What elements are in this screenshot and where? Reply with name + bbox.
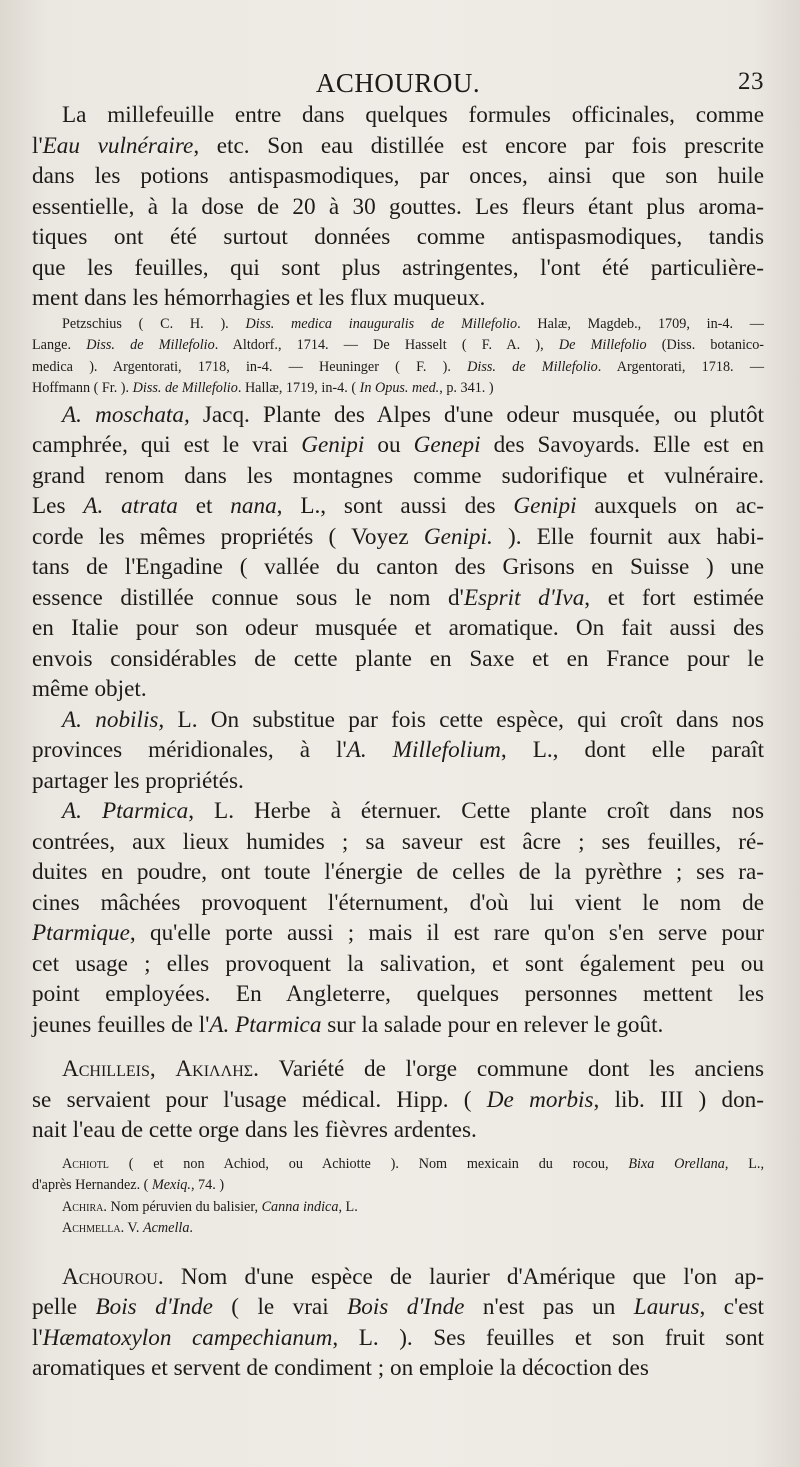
text-line: partager les propriétés. (32, 767, 244, 794)
text-line: Hoffmann ( Fr. ). Diss. de Millefolio. Hallæ, 1719, in-4. ( In Opus. med., p. 341. ) (32, 380, 494, 396)
paragraph (32, 1054, 764, 1146)
text-line: l'Eau vulnéraire, etc. Son eau distillée est encore par fois prescrite (32, 132, 764, 159)
text-line: même objet. (32, 676, 147, 702)
text-line: essence distillée connue sous le nom d'Esprit d'Iva, et fort estimée (32, 584, 764, 611)
text-line: tans de l'Engadine ( vallée du canton des Grisons en Suisse ) une (32, 554, 764, 580)
footnote-block (32, 1218, 764, 1240)
text-line: essentielle, à la dose de 20 à 30 gouttes. Les fleurs étant plus aroma- (32, 193, 764, 220)
text-line: envois considérables de cette plante en Saxe et en France pour le (32, 645, 764, 672)
text-line: Achiotl ( et non Achiod, ou Achiotte ). Nom mexicain du rocou, Bixa Orellana, L., (62, 1155, 764, 1172)
page-number: 23 (738, 68, 764, 95)
text-line: pelle Bois d'Inde ( le vrai Bois d'Inde n'est pas un Laurus, c'est (32, 1294, 764, 1320)
text-line: Achmella. V. Acmella. (62, 1220, 193, 1236)
text-line: ment dans les hémorrhagies et les flux muqueux. (32, 285, 486, 311)
paragraph (32, 796, 764, 1040)
text-line: tiques ont été surtout données comme antispasmodiques, tandis (32, 224, 764, 250)
text-line: nait l'eau de cette orge dans les fièvres ardentes. (32, 1117, 477, 1143)
text-line: A. nobilis, L. On substitue par fois cette espèce, qui croît dans nos (62, 706, 765, 733)
text-line: point employées. En Angleterre, quelques personnes mettent les (32, 981, 764, 1007)
text-line: contrées, aux lieux humides ; sa saveur est âcre ; ses feuilles, ré- (32, 828, 764, 855)
text-line: Achilleis, Ακιλλης. Variété de l'orge commune dont les anciens (62, 1056, 765, 1082)
text-line: camphrée, qui est le vrai Genipi ou Genepi des Savoyards. Elle est en (32, 432, 764, 458)
paragraph (32, 705, 764, 797)
text-line: grand renom dans les montagnes comme sudorifique et vulnéraire. (32, 462, 764, 489)
text-line: Les A. atrata et nana, L., sont aussi des Genipi auxquels on ac- (32, 493, 765, 519)
text-line: jeunes feuilles de l'A. Ptarmica sur la salade pour en relever le goût. (32, 1011, 664, 1038)
text-line: A. Ptarmica, L. Herbe à éternuer. Cette plante croît dans nos (62, 798, 765, 824)
footnote-block (32, 1154, 764, 1197)
text-line: Achira. Nom péruvien du balisier, Canna indica, L. (62, 1198, 358, 1215)
text-line: corde les mêmes propriétés ( Voyez Genipi. ). Elle fournit aux habi- (32, 523, 764, 550)
paragraph (32, 100, 764, 314)
text-line: duites en poudre, ont toute l'énergie de celles de la pyrèthre ; ses ra- (32, 859, 764, 885)
text-line: medica ). Argentorati, 1718, in-4. — Heuninger ( F. ). Diss. de Millefolio. Argentorati, 1718. — (32, 358, 765, 375)
text-line: cines mâchées provoquent l'éternument, d'où lui vient le nom de (32, 889, 764, 916)
text-body (32, 100, 764, 1384)
text-line: La millefeuille entre dans quelques formules officinales, comme (62, 102, 764, 128)
text-line: Lange. Diss. de Millefolio. Altdorf., 1714. — De Hasselt ( F. A. ), De Millefolio (Diss. botanico- (32, 337, 765, 353)
text-line: dans les potions antispasmodiques, par onces, ainsi que son huile (32, 163, 764, 189)
text-line: Petzschius ( C. H. ). Diss. medica inauguralis de Millefolio. Halæ, Magdeb., 1709, in-4. — (62, 315, 764, 332)
text-line: l'Hæmatoxylon campechianum, L. ). Ses feuilles et son fruit sont (32, 1324, 764, 1351)
text-line: provinces méridionales, à l'A. Millefolium, L., dont elle paraît (32, 737, 765, 763)
footnote-block (32, 1197, 764, 1219)
text-line: aromatiques et servent de condiment ; on emploie la décoction des (32, 1355, 649, 1381)
text-line: d'après Hernandez. ( Mexiq., 74. ) (32, 1177, 225, 1193)
running-header (32, 60, 764, 100)
text-line: A. moschata, Jacq. Plante des Alpes d'une odeur musquée, ou plutôt (62, 401, 764, 428)
paragraph (32, 400, 764, 705)
running-head-title: ACHOUROU. (315, 68, 481, 98)
footnote-block (32, 314, 764, 400)
text-line: Ptarmique, qu'elle porte aussi ; mais il est rare qu'on s'en serve pour (32, 920, 764, 946)
text-line: que les feuilles, qui sont plus astringentes, l'ont été particulière- (32, 254, 764, 281)
text-line: cet usage ; elles provoquent la salivation, et sont également peu ou (32, 950, 764, 977)
paragraph (32, 1262, 764, 1384)
text-line: se servaient pour l'usage médical. Hipp. ( De morbis, lib. III ) don- (32, 1086, 764, 1113)
text-line: Achourou. Nom d'une espèce de laurier d'Amérique que l'on ap- (62, 1263, 764, 1290)
text-line: en Italie pour son odeur musquée et aromatique. On fait aussi des (32, 615, 764, 641)
